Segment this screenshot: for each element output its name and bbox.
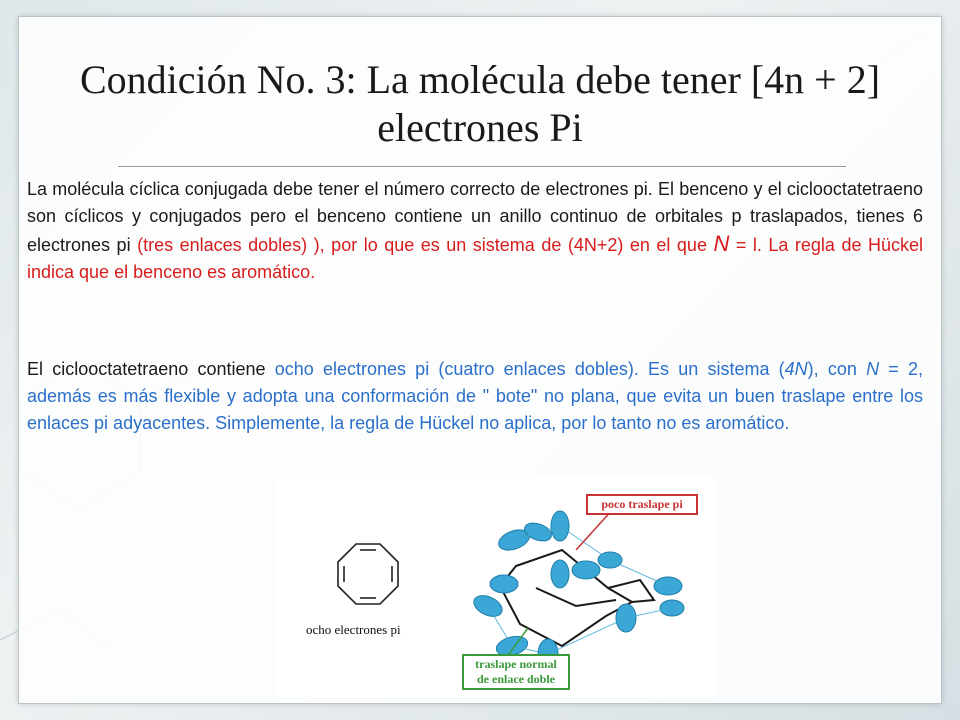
octagon-structure	[338, 544, 398, 604]
pi-orbital-lobes	[471, 511, 684, 669]
p2-italic-4n: 4N	[784, 359, 808, 379]
callout-bottom-line-2: de enlace doble	[477, 672, 555, 686]
callout-traslape-normal	[462, 654, 570, 690]
p1-red-text-a: (tres enlaces dobles) ), por lo que es un sistema de (4N+2) en el que	[137, 235, 714, 255]
p2-blue-text-c: = 2, además es más flexible y adopta una conformación de " bote" no plana, que evita un buen traslape entre los enlaces pi adyacentes. Simplemente, la regla de Hückel no aplica, por lo tanto no es aromático.	[27, 359, 923, 433]
cyclooctatetraene-figure	[276, 478, 716, 698]
p2-text: El ciclooctatetraeno contiene	[27, 359, 275, 379]
paragraph-cyclooctatetraene	[27, 356, 923, 437]
p1-red-text-b: = l. La regla de Hückel indica que el benceno es aromático.	[27, 235, 923, 282]
p1-text: La molécula cíclica conjugada debe tener el número correcto de electrones pi. El benceno y el ciclooctatetraeno son cíclicos y conjugados pero el benceno contiene un anillo continuo de orbitales p traslapados, tienes 6 electrones pi	[27, 179, 923, 255]
title-line-2: electrones Pi	[377, 105, 583, 150]
p2-blue-text-a: ocho electrones pi (cuatro enlaces dobles). Es un sistema (	[274, 359, 785, 379]
paragraph-benzene	[27, 176, 923, 286]
callout-bottom-line-1: traslape normal	[475, 657, 557, 671]
slide-title	[40, 56, 920, 152]
callout-poco-traslape: poco traslape pi	[586, 494, 698, 515]
p2-italic-n: N	[866, 359, 880, 379]
title-divider	[118, 166, 846, 168]
p2-blue-text-b: ), con	[807, 359, 867, 379]
p1-big-n: N	[713, 231, 730, 256]
figure-caption: ocho electrones pi	[306, 622, 401, 637]
title-line-1: Condición No. 3: La molécula debe tener [4n + 2]	[79, 57, 881, 102]
